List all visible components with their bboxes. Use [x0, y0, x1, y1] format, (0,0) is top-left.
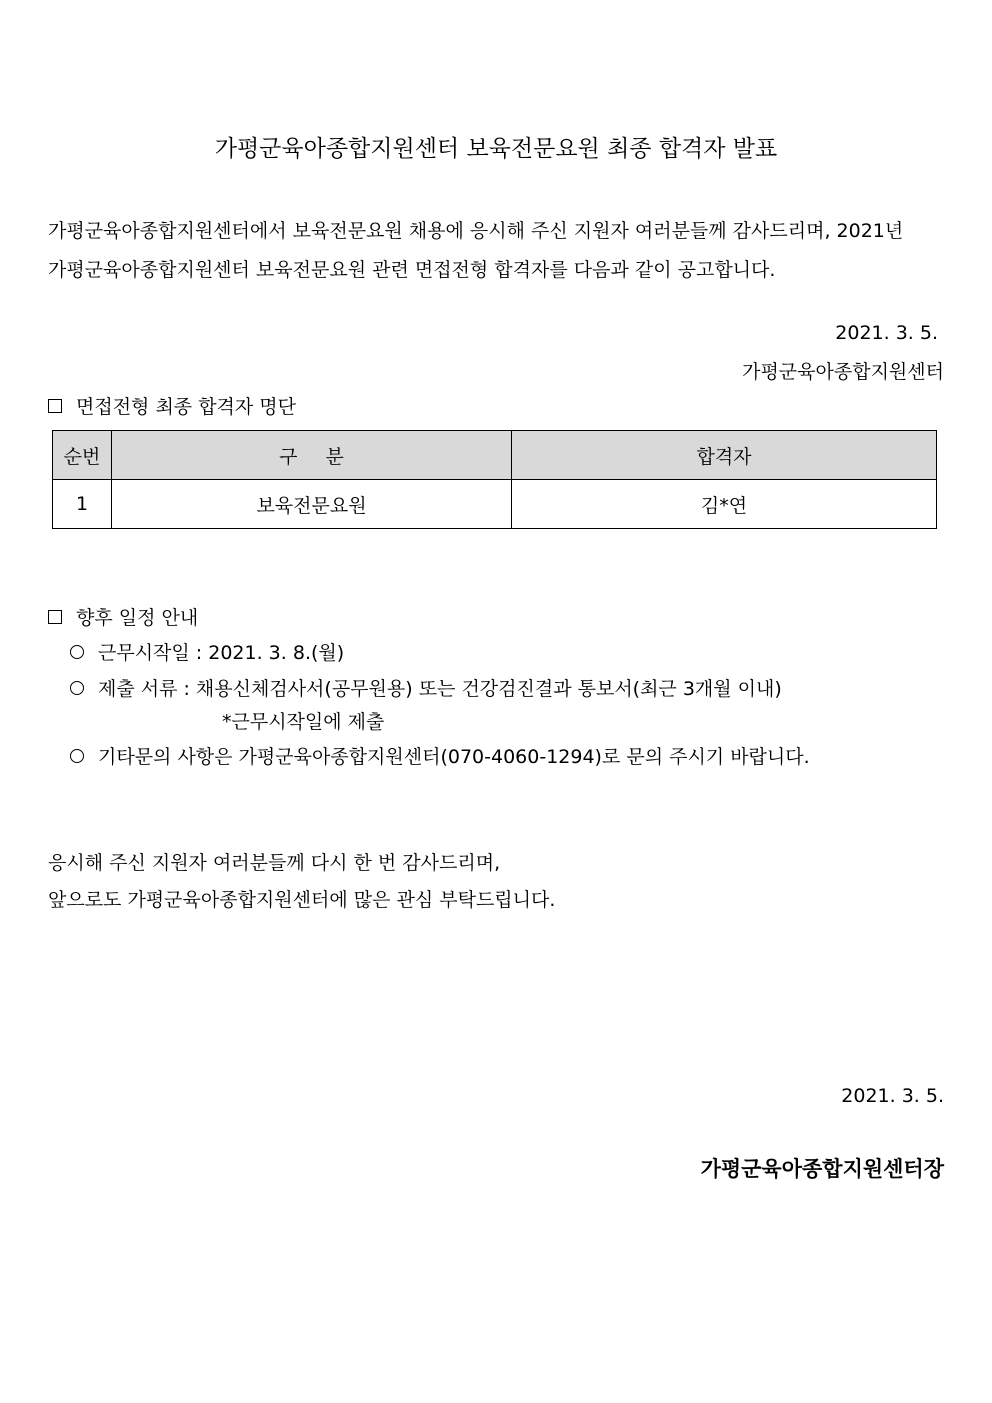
header-org: 가평군육아종합지원센터: [742, 361, 944, 383]
results-table: [52, 430, 937, 529]
section-heading-results: [48, 392, 296, 419]
cell-passer: 김*연: [512, 480, 937, 529]
table-header-row: [53, 431, 937, 480]
circle-bullet-icon: [70, 681, 84, 695]
schedule-contact: 기타문의 사항은 가평군육아종합지원센터(070-4060-1294)로 문의 주시기 바랍니다.: [98, 746, 810, 768]
section-heading-schedule-label: 향후 일정 안내: [76, 607, 199, 629]
page-title: 가평군육아종합지원센터 보육전문요원 최종 합격자 발표: [214, 136, 778, 162]
table-row: [53, 480, 937, 529]
closing-line-2: 앞으로도 가평군육아종합지원센터에 많은 관심 부탁드립니다.: [48, 889, 556, 911]
column-header-category: 구 분: [112, 431, 512, 480]
list-item: [70, 742, 810, 769]
documents-note: *근무시작일에 제출: [222, 711, 385, 733]
closing-line-1: 응시해 주신 지원자 여러분들께 다시 한 번 감사드리며,: [48, 852, 501, 874]
list-item: [70, 674, 782, 701]
cell-category: 보육전문요원: [112, 480, 512, 529]
circle-bullet-icon: [70, 645, 84, 659]
section-heading-schedule: [48, 603, 198, 630]
cell-number: 1: [53, 480, 112, 529]
column-header-passer: 합격자: [512, 431, 937, 480]
square-bullet-icon: [48, 610, 62, 624]
schedule-documents: 제출 서류 : 채용신체검사서(공무원용) 또는 건강검진결과 통보서(최근 3개월 이내): [98, 678, 782, 700]
footer-date: 2021. 3. 5.: [841, 1085, 944, 1107]
header-date: 2021. 3. 5.: [835, 322, 938, 344]
schedule-start-date: 근무시작일 : 2021. 3. 8.(월): [98, 642, 345, 664]
signature: 가평군육아종합지원센터장: [700, 1157, 944, 1181]
section-heading-results-label: 면접전형 최종 합격자 명단: [76, 396, 297, 418]
intro-line-1: 가평군육아종합지원센터에서 보육전문요원 채용에 응시해 주신 지원자 여러분들께 감사드리며, 2021년: [48, 220, 904, 242]
circle-bullet-icon: [70, 749, 84, 763]
column-header-number: 순번: [53, 431, 112, 480]
list-item: [70, 638, 344, 665]
intro-line-2: 가평군육아종합지원센터 보육전문요원 관련 면접전형 합격자를 다음과 같이 공고합니다.: [48, 259, 776, 281]
square-bullet-icon: [48, 399, 62, 413]
